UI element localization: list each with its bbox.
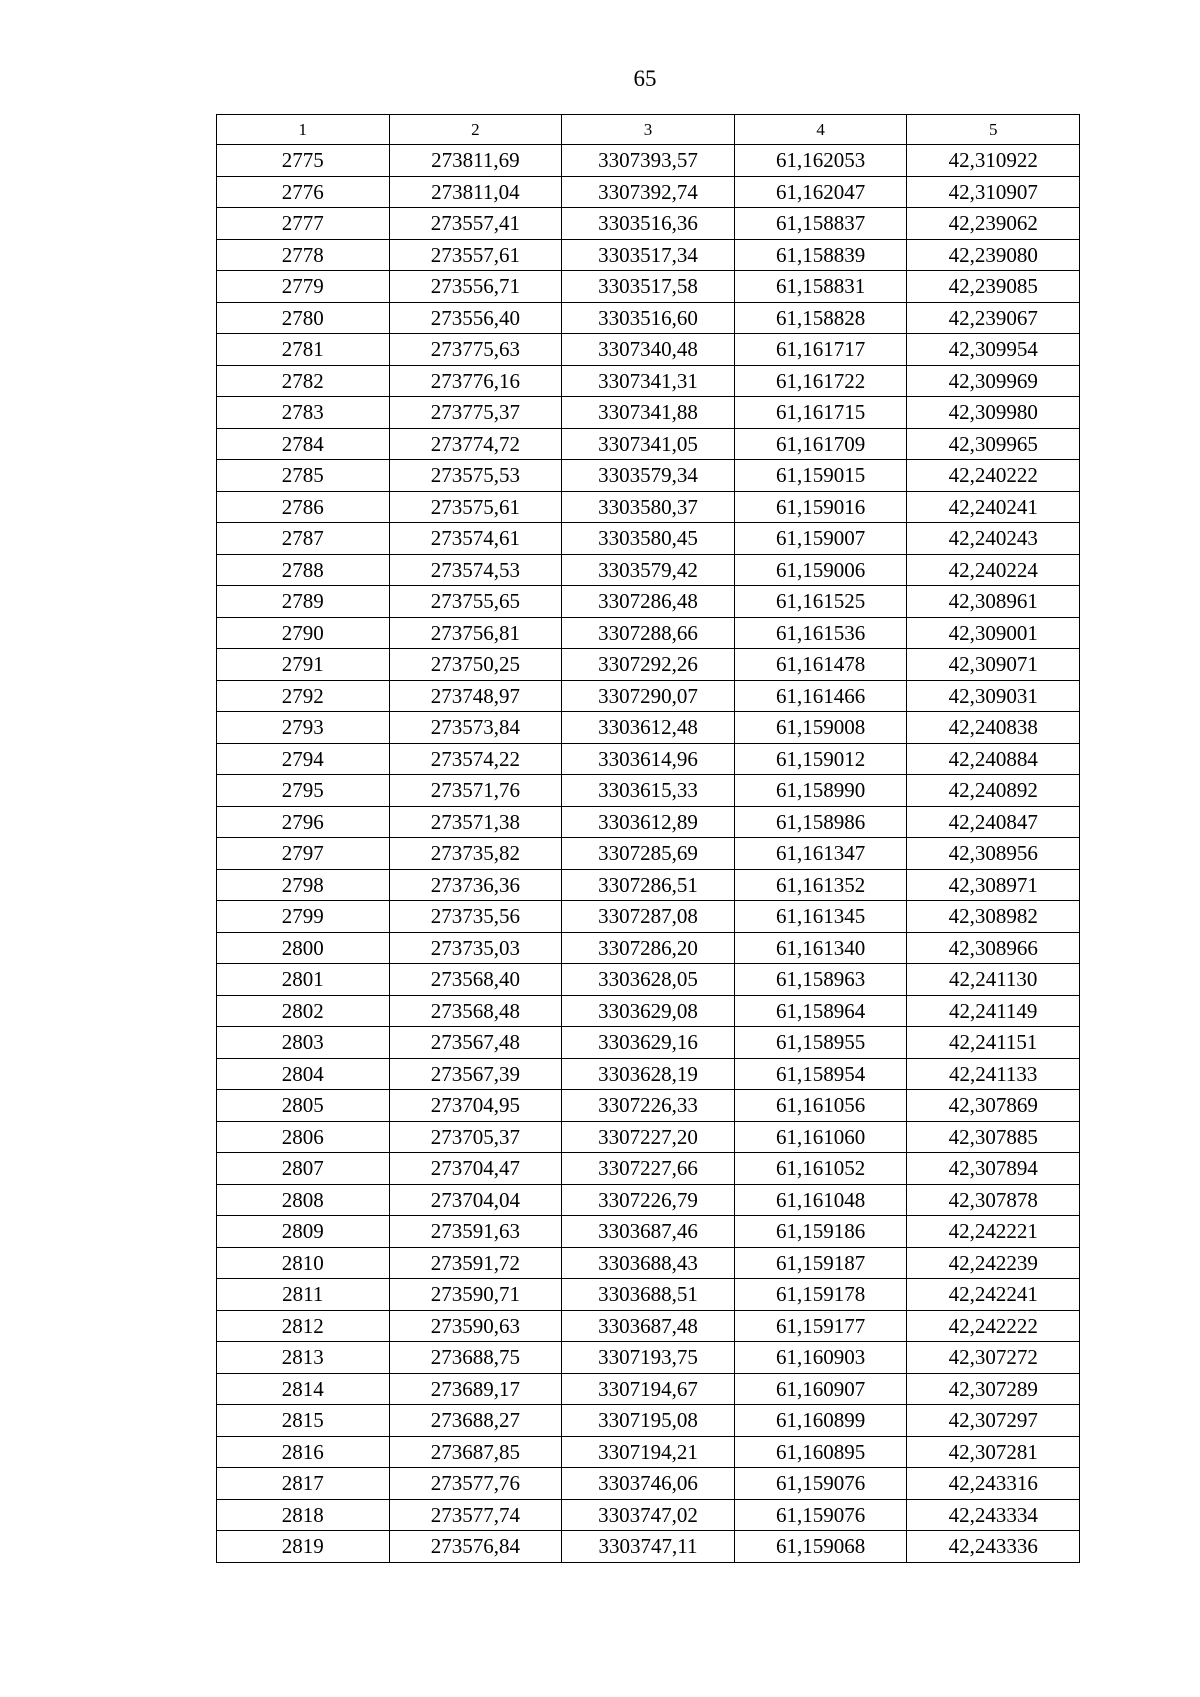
table-cell: 2801 bbox=[217, 964, 390, 996]
table-cell: 61,158990 bbox=[734, 775, 907, 807]
table-cell: 3303747,11 bbox=[562, 1531, 735, 1563]
table-cell: 3307286,20 bbox=[562, 932, 735, 964]
table-cell: 61,158828 bbox=[734, 302, 907, 334]
table-cell: 3307286,48 bbox=[562, 586, 735, 618]
table-cell: 2804 bbox=[217, 1058, 390, 1090]
table-cell: 2817 bbox=[217, 1468, 390, 1500]
table-cell: 2797 bbox=[217, 838, 390, 870]
table-cell: 61,159076 bbox=[734, 1468, 907, 1500]
table-cell: 3303579,42 bbox=[562, 554, 735, 586]
table-cell: 273811,69 bbox=[389, 145, 562, 177]
table-cell: 42,307289 bbox=[907, 1373, 1080, 1405]
table-row bbox=[217, 1310, 1080, 1342]
table-cell: 3303747,02 bbox=[562, 1499, 735, 1531]
table-cell: 2805 bbox=[217, 1090, 390, 1122]
table-cell: 42,308982 bbox=[907, 901, 1080, 933]
table-cell: 61,158839 bbox=[734, 239, 907, 271]
table-cell: 42,307281 bbox=[907, 1436, 1080, 1468]
table-header-row bbox=[217, 115, 1080, 145]
table-cell: 61,161352 bbox=[734, 869, 907, 901]
table-cell: 61,159076 bbox=[734, 1499, 907, 1531]
table-row bbox=[217, 995, 1080, 1027]
table-cell: 3303746,06 bbox=[562, 1468, 735, 1500]
table-cell: 61,160903 bbox=[734, 1342, 907, 1374]
table-cell: 3303629,16 bbox=[562, 1027, 735, 1059]
table-cell: 61,159187 bbox=[734, 1247, 907, 1279]
table-cell: 2803 bbox=[217, 1027, 390, 1059]
table-cell: 2793 bbox=[217, 712, 390, 744]
table-cell: 61,160907 bbox=[734, 1373, 907, 1405]
table-cell: 42,308966 bbox=[907, 932, 1080, 964]
table-row bbox=[217, 1531, 1080, 1563]
table-cell: 273591,72 bbox=[389, 1247, 562, 1279]
table-cell: 273687,85 bbox=[389, 1436, 562, 1468]
table-cell: 2786 bbox=[217, 491, 390, 523]
table-cell: 273811,04 bbox=[389, 176, 562, 208]
table-cell: 61,161466 bbox=[734, 680, 907, 712]
table-row bbox=[217, 1405, 1080, 1437]
table-cell: 61,162047 bbox=[734, 176, 907, 208]
table-cell: 273704,04 bbox=[389, 1184, 562, 1216]
table-cell: 3307194,21 bbox=[562, 1436, 735, 1468]
table-cell: 2810 bbox=[217, 1247, 390, 1279]
table-row bbox=[217, 176, 1080, 208]
table-cell: 3307194,67 bbox=[562, 1373, 735, 1405]
table-cell: 3307227,20 bbox=[562, 1121, 735, 1153]
table-cell: 2788 bbox=[217, 554, 390, 586]
table-cell: 61,158964 bbox=[734, 995, 907, 1027]
table-cell: 42,240847 bbox=[907, 806, 1080, 838]
table-cell: 273575,61 bbox=[389, 491, 562, 523]
table-cell: 273736,36 bbox=[389, 869, 562, 901]
table-cell: 3303612,89 bbox=[562, 806, 735, 838]
table-cell: 61,158963 bbox=[734, 964, 907, 996]
table-cell: 2784 bbox=[217, 428, 390, 460]
table-cell: 61,161347 bbox=[734, 838, 907, 870]
table-cell: 2791 bbox=[217, 649, 390, 681]
table-cell: 273571,38 bbox=[389, 806, 562, 838]
table-cell: 2802 bbox=[217, 995, 390, 1027]
table-row bbox=[217, 1216, 1080, 1248]
table-row bbox=[217, 334, 1080, 366]
table-cell: 273567,39 bbox=[389, 1058, 562, 1090]
table-cell: 2787 bbox=[217, 523, 390, 555]
table-cell: 61,158955 bbox=[734, 1027, 907, 1059]
table-cell: 42,239085 bbox=[907, 271, 1080, 303]
table-cell: 3307288,66 bbox=[562, 617, 735, 649]
table-cell: 2808 bbox=[217, 1184, 390, 1216]
table-cell: 61,161715 bbox=[734, 397, 907, 429]
table-cell: 61,159178 bbox=[734, 1279, 907, 1311]
table-row bbox=[217, 649, 1080, 681]
table-row bbox=[217, 428, 1080, 460]
table-row bbox=[217, 712, 1080, 744]
table-cell: 61,159007 bbox=[734, 523, 907, 555]
table-cell: 61,161052 bbox=[734, 1153, 907, 1185]
table-cell: 2795 bbox=[217, 775, 390, 807]
table-cell: 3307226,79 bbox=[562, 1184, 735, 1216]
table-row bbox=[217, 932, 1080, 964]
table-cell: 2777 bbox=[217, 208, 390, 240]
table-cell: 42,240222 bbox=[907, 460, 1080, 492]
table-cell: 61,158837 bbox=[734, 208, 907, 240]
table-cell: 273556,40 bbox=[389, 302, 562, 334]
table-cell: 2813 bbox=[217, 1342, 390, 1374]
table-cell: 42,307297 bbox=[907, 1405, 1080, 1437]
table-cell: 61,159068 bbox=[734, 1531, 907, 1563]
table-row bbox=[217, 1342, 1080, 1374]
table-cell: 2785 bbox=[217, 460, 390, 492]
table-cell: 273775,37 bbox=[389, 397, 562, 429]
table-cell: 42,240884 bbox=[907, 743, 1080, 775]
table-row bbox=[217, 397, 1080, 429]
table-row bbox=[217, 554, 1080, 586]
table-cell: 2775 bbox=[217, 145, 390, 177]
table-cell: 61,159015 bbox=[734, 460, 907, 492]
table-cell: 273576,84 bbox=[389, 1531, 562, 1563]
table-cell: 3303580,37 bbox=[562, 491, 735, 523]
column-header: 2 bbox=[389, 115, 562, 145]
table-cell: 3303517,34 bbox=[562, 239, 735, 271]
table-row bbox=[217, 523, 1080, 555]
table-row bbox=[217, 1058, 1080, 1090]
table-row bbox=[217, 145, 1080, 177]
table-cell: 3307193,75 bbox=[562, 1342, 735, 1374]
table-cell: 273774,72 bbox=[389, 428, 562, 460]
table-cell: 3307287,08 bbox=[562, 901, 735, 933]
table-row bbox=[217, 271, 1080, 303]
table-row bbox=[217, 365, 1080, 397]
table-cell: 273755,65 bbox=[389, 586, 562, 618]
table-cell: 273688,27 bbox=[389, 1405, 562, 1437]
table-cell: 3307227,66 bbox=[562, 1153, 735, 1185]
table-cell: 42,240838 bbox=[907, 712, 1080, 744]
table-cell: 3307341,88 bbox=[562, 397, 735, 429]
table-cell: 2818 bbox=[217, 1499, 390, 1531]
table-cell: 42,242221 bbox=[907, 1216, 1080, 1248]
table-row bbox=[217, 775, 1080, 807]
table-cell: 3303614,96 bbox=[562, 743, 735, 775]
table-cell: 61,161340 bbox=[734, 932, 907, 964]
table-cell: 3307285,69 bbox=[562, 838, 735, 870]
table-cell: 3307392,74 bbox=[562, 176, 735, 208]
table-row bbox=[217, 1468, 1080, 1500]
table-cell: 61,160899 bbox=[734, 1405, 907, 1437]
column-header: 5 bbox=[907, 115, 1080, 145]
table-cell: 42,309031 bbox=[907, 680, 1080, 712]
table-cell: 61,161345 bbox=[734, 901, 907, 933]
table-cell: 42,308961 bbox=[907, 586, 1080, 618]
table-cell: 3307290,07 bbox=[562, 680, 735, 712]
table-cell: 273571,76 bbox=[389, 775, 562, 807]
table-cell: 273688,75 bbox=[389, 1342, 562, 1374]
table-row bbox=[217, 806, 1080, 838]
table-cell: 42,242239 bbox=[907, 1247, 1080, 1279]
table-cell: 2783 bbox=[217, 397, 390, 429]
table-cell: 61,159006 bbox=[734, 554, 907, 586]
table-cell: 3303516,36 bbox=[562, 208, 735, 240]
table-cell: 3303628,19 bbox=[562, 1058, 735, 1090]
table-cell: 273775,63 bbox=[389, 334, 562, 366]
table-cell: 273748,97 bbox=[389, 680, 562, 712]
table-row bbox=[217, 680, 1080, 712]
table-cell: 2798 bbox=[217, 869, 390, 901]
table-cell: 2779 bbox=[217, 271, 390, 303]
table-row bbox=[217, 1184, 1080, 1216]
table-cell: 2811 bbox=[217, 1279, 390, 1311]
table-cell: 42,243316 bbox=[907, 1468, 1080, 1500]
table-cell: 273704,95 bbox=[389, 1090, 562, 1122]
table-cell: 273590,71 bbox=[389, 1279, 562, 1311]
table-cell: 273776,16 bbox=[389, 365, 562, 397]
table-row bbox=[217, 1090, 1080, 1122]
table-cell: 273756,81 bbox=[389, 617, 562, 649]
table-cell: 3303687,46 bbox=[562, 1216, 735, 1248]
table-row bbox=[217, 1373, 1080, 1405]
table-cell: 42,240243 bbox=[907, 523, 1080, 555]
table-cell: 273590,63 bbox=[389, 1310, 562, 1342]
coordinates-table bbox=[216, 114, 1080, 1563]
table-row bbox=[217, 964, 1080, 996]
table-cell: 42,307869 bbox=[907, 1090, 1080, 1122]
table-cell: 273573,84 bbox=[389, 712, 562, 744]
table-cell: 61,159012 bbox=[734, 743, 907, 775]
table-cell: 42,239080 bbox=[907, 239, 1080, 271]
table-cell: 3303628,05 bbox=[562, 964, 735, 996]
table-cell: 42,309980 bbox=[907, 397, 1080, 429]
table-row bbox=[217, 460, 1080, 492]
table-cell: 42,309954 bbox=[907, 334, 1080, 366]
table-cell: 61,159186 bbox=[734, 1216, 907, 1248]
table-cell: 2800 bbox=[217, 932, 390, 964]
table-cell: 61,161709 bbox=[734, 428, 907, 460]
table-cell: 273557,61 bbox=[389, 239, 562, 271]
table-cell: 42,310922 bbox=[907, 145, 1080, 177]
table-row bbox=[217, 617, 1080, 649]
table-cell: 2807 bbox=[217, 1153, 390, 1185]
table-row bbox=[217, 302, 1080, 334]
table-row bbox=[217, 838, 1080, 870]
table-cell: 273735,82 bbox=[389, 838, 562, 870]
table-row bbox=[217, 1279, 1080, 1311]
table-cell: 2792 bbox=[217, 680, 390, 712]
table-cell: 3303580,45 bbox=[562, 523, 735, 555]
table-cell: 61,161536 bbox=[734, 617, 907, 649]
table-cell: 3303516,60 bbox=[562, 302, 735, 334]
table-cell: 42,241151 bbox=[907, 1027, 1080, 1059]
table-row bbox=[217, 743, 1080, 775]
table-cell: 42,243334 bbox=[907, 1499, 1080, 1531]
table-cell: 2782 bbox=[217, 365, 390, 397]
table-cell: 61,158954 bbox=[734, 1058, 907, 1090]
table-cell: 2816 bbox=[217, 1436, 390, 1468]
table-cell: 273574,22 bbox=[389, 743, 562, 775]
table-cell: 3303579,34 bbox=[562, 460, 735, 492]
table-cell: 61,161717 bbox=[734, 334, 907, 366]
table-cell: 273574,53 bbox=[389, 554, 562, 586]
table-cell: 273704,47 bbox=[389, 1153, 562, 1185]
table-cell: 273689,17 bbox=[389, 1373, 562, 1405]
table-cell: 3303517,58 bbox=[562, 271, 735, 303]
table-cell: 61,161048 bbox=[734, 1184, 907, 1216]
table-cell: 42,240892 bbox=[907, 775, 1080, 807]
column-header: 4 bbox=[734, 115, 907, 145]
table-cell: 3307195,08 bbox=[562, 1405, 735, 1437]
table-body bbox=[217, 145, 1080, 1563]
table-cell: 2812 bbox=[217, 1310, 390, 1342]
table-cell: 42,309001 bbox=[907, 617, 1080, 649]
table-cell: 61,158831 bbox=[734, 271, 907, 303]
table-row bbox=[217, 1436, 1080, 1468]
table-cell: 42,307885 bbox=[907, 1121, 1080, 1153]
table-cell: 61,159016 bbox=[734, 491, 907, 523]
table-cell: 2809 bbox=[217, 1216, 390, 1248]
table-cell: 42,241149 bbox=[907, 995, 1080, 1027]
table-cell: 2778 bbox=[217, 239, 390, 271]
table-cell: 61,158986 bbox=[734, 806, 907, 838]
table-cell: 2806 bbox=[217, 1121, 390, 1153]
table-cell: 2814 bbox=[217, 1373, 390, 1405]
table-cell: 42,241133 bbox=[907, 1058, 1080, 1090]
table-cell: 3303629,08 bbox=[562, 995, 735, 1027]
table-row bbox=[217, 491, 1080, 523]
table-cell: 2790 bbox=[217, 617, 390, 649]
table-cell: 61,161056 bbox=[734, 1090, 907, 1122]
table-cell: 273574,61 bbox=[389, 523, 562, 555]
table-cell: 273556,71 bbox=[389, 271, 562, 303]
table-cell: 273735,56 bbox=[389, 901, 562, 933]
table-cell: 61,159177 bbox=[734, 1310, 907, 1342]
column-header: 1 bbox=[217, 115, 390, 145]
table-row bbox=[217, 1247, 1080, 1279]
table-cell: 273735,03 bbox=[389, 932, 562, 964]
table-cell: 3307340,48 bbox=[562, 334, 735, 366]
table-cell: 61,161722 bbox=[734, 365, 907, 397]
page-number: 65 bbox=[633, 66, 657, 91]
table-row bbox=[217, 1153, 1080, 1185]
table-cell: 61,161060 bbox=[734, 1121, 907, 1153]
table-cell: 42,309071 bbox=[907, 649, 1080, 681]
table-cell: 273568,40 bbox=[389, 964, 562, 996]
table-cell: 2780 bbox=[217, 302, 390, 334]
table-cell: 3303612,48 bbox=[562, 712, 735, 744]
table-cell: 3303688,43 bbox=[562, 1247, 735, 1279]
table-cell: 61,160895 bbox=[734, 1436, 907, 1468]
table-cell: 273750,25 bbox=[389, 649, 562, 681]
table-cell: 273577,76 bbox=[389, 1468, 562, 1500]
table-cell: 273567,48 bbox=[389, 1027, 562, 1059]
table-cell: 3307292,26 bbox=[562, 649, 735, 681]
table-cell: 273568,48 bbox=[389, 995, 562, 1027]
table-cell: 42,242222 bbox=[907, 1310, 1080, 1342]
table-cell: 42,241130 bbox=[907, 964, 1080, 996]
table-cell: 2794 bbox=[217, 743, 390, 775]
table-cell: 42,309969 bbox=[907, 365, 1080, 397]
table-row bbox=[217, 208, 1080, 240]
table-cell: 42,240241 bbox=[907, 491, 1080, 523]
table-cell: 2796 bbox=[217, 806, 390, 838]
table-row bbox=[217, 901, 1080, 933]
table-cell: 273575,53 bbox=[389, 460, 562, 492]
table-row bbox=[217, 869, 1080, 901]
table-cell: 3303687,48 bbox=[562, 1310, 735, 1342]
table-cell: 2819 bbox=[217, 1531, 390, 1563]
table-cell: 273557,41 bbox=[389, 208, 562, 240]
table-cell: 42,309965 bbox=[907, 428, 1080, 460]
table-cell: 42,310907 bbox=[907, 176, 1080, 208]
table-cell: 3307286,51 bbox=[562, 869, 735, 901]
table-cell: 3307393,57 bbox=[562, 145, 735, 177]
table-cell: 42,308971 bbox=[907, 869, 1080, 901]
table-row bbox=[217, 239, 1080, 271]
table-row bbox=[217, 1499, 1080, 1531]
table-row bbox=[217, 586, 1080, 618]
table-cell: 42,240224 bbox=[907, 554, 1080, 586]
table-cell: 3303688,51 bbox=[562, 1279, 735, 1311]
table-cell: 42,242241 bbox=[907, 1279, 1080, 1311]
table-cell: 42,243336 bbox=[907, 1531, 1080, 1563]
table-cell: 3303615,33 bbox=[562, 775, 735, 807]
table-cell: 42,307878 bbox=[907, 1184, 1080, 1216]
table-row bbox=[217, 1121, 1080, 1153]
table-cell: 2781 bbox=[217, 334, 390, 366]
table-cell: 42,307272 bbox=[907, 1342, 1080, 1374]
table-cell: 273705,37 bbox=[389, 1121, 562, 1153]
table-cell: 61,162053 bbox=[734, 145, 907, 177]
table-cell: 61,159008 bbox=[734, 712, 907, 744]
table-cell: 2815 bbox=[217, 1405, 390, 1437]
table-row bbox=[217, 1027, 1080, 1059]
table-cell: 2799 bbox=[217, 901, 390, 933]
table-cell: 42,308956 bbox=[907, 838, 1080, 870]
table-cell: 61,161525 bbox=[734, 586, 907, 618]
table-cell: 3307341,05 bbox=[562, 428, 735, 460]
table-cell: 61,161478 bbox=[734, 649, 907, 681]
table-cell: 273591,63 bbox=[389, 1216, 562, 1248]
table-cell: 273577,74 bbox=[389, 1499, 562, 1531]
table-cell: 2776 bbox=[217, 176, 390, 208]
table-cell: 42,239067 bbox=[907, 302, 1080, 334]
table-cell: 2789 bbox=[217, 586, 390, 618]
table-cell: 42,239062 bbox=[907, 208, 1080, 240]
column-header: 3 bbox=[562, 115, 735, 145]
table-cell: 3307341,31 bbox=[562, 365, 735, 397]
table-cell: 42,307894 bbox=[907, 1153, 1080, 1185]
table-cell: 3307226,33 bbox=[562, 1090, 735, 1122]
